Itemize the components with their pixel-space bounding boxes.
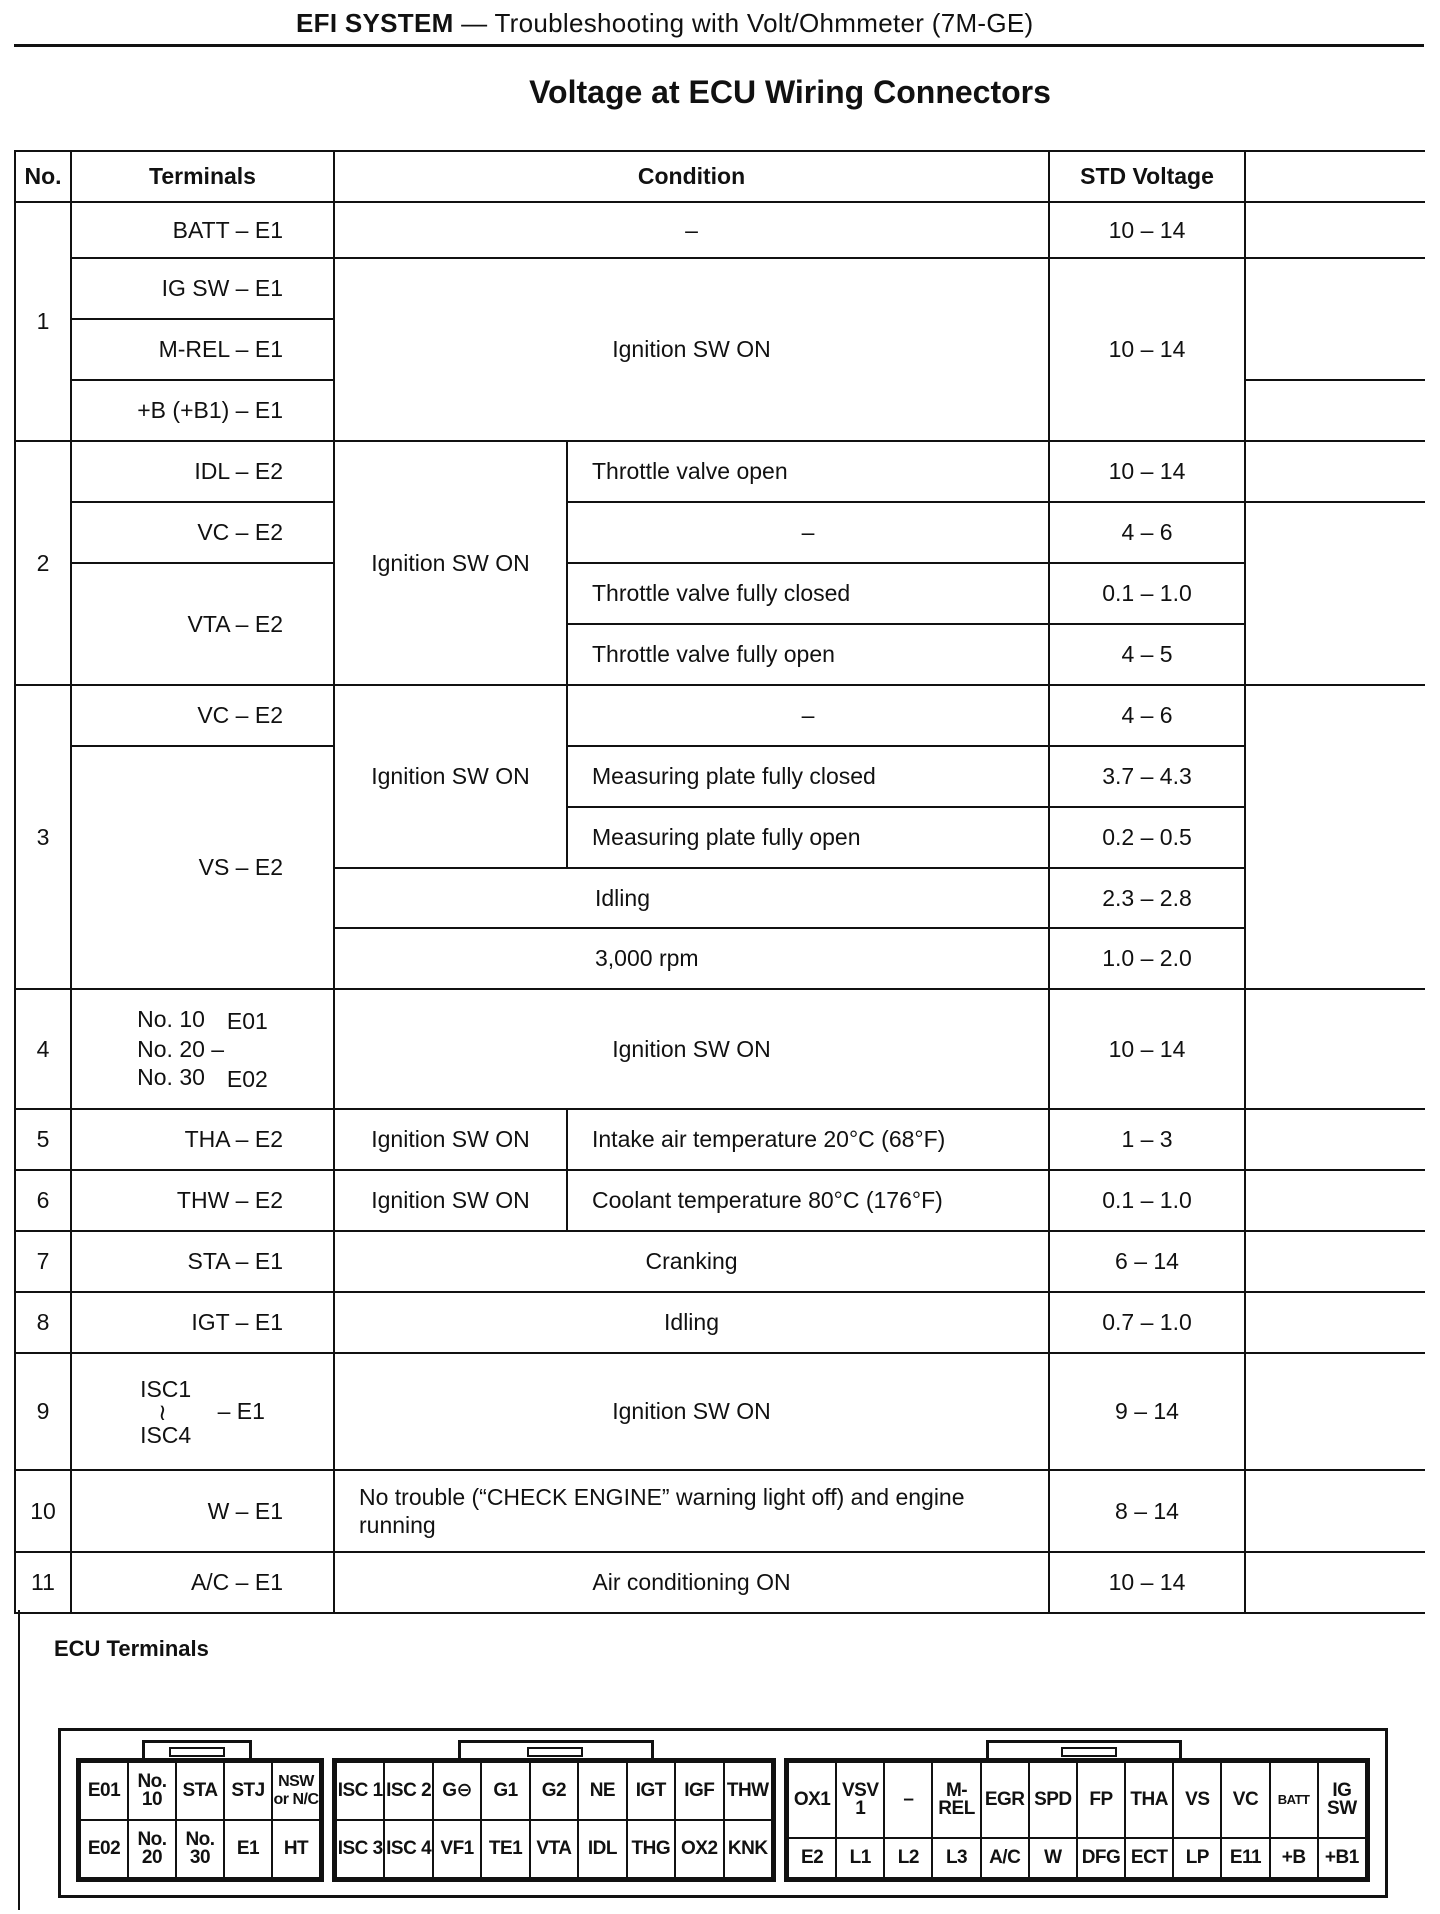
connector-right	[784, 1758, 1370, 1882]
terminal-cell: IGT – E1	[71, 1292, 334, 1353]
terminal-pin: VF1	[433, 1820, 481, 1878]
terminal-pin: E01	[80, 1762, 128, 1820]
voltage-cell: 10 – 14	[1049, 1552, 1245, 1613]
table-row	[15, 563, 1425, 624]
voltage-cell: 3.7 – 4.3	[1049, 746, 1245, 807]
terminal-cell: VS – E2	[71, 746, 334, 989]
terminal-pin: W	[1029, 1838, 1077, 1878]
terminal-e1: – E1	[217, 1398, 265, 1424]
voltage-cell: 0.7 – 1.0	[1049, 1292, 1245, 1353]
terminal-pin: SPD	[1029, 1762, 1077, 1838]
terminal-cell: IDL – E2	[71, 441, 334, 502]
condition-cell: Ignition SW ON	[334, 441, 567, 685]
condition-detail: Throttle valve fully closed	[567, 563, 1049, 624]
table-row	[15, 1170, 1425, 1231]
condition-cell: Ignition SW ON	[334, 1109, 567, 1170]
left-border-line	[18, 1610, 20, 1910]
voltage-cell: 6 – 14	[1049, 1231, 1245, 1292]
voltage-cell: 10 – 14	[1049, 202, 1245, 258]
connector-left	[76, 1758, 324, 1882]
terminal-pin: STA	[176, 1762, 224, 1820]
terminal-e01: E01	[226, 1008, 268, 1034]
voltage-cell: 4 – 6	[1049, 685, 1245, 746]
row-no: 10	[15, 1470, 71, 1552]
condition-cell: Cranking	[334, 1231, 1049, 1292]
terminal-pin: G2	[530, 1762, 578, 1820]
terminal-cell: +B (+B1) – E1	[71, 380, 334, 441]
terminal-pin: THA	[1125, 1762, 1173, 1838]
row-no: 2	[15, 441, 71, 685]
connector-key-middle	[458, 1740, 654, 1760]
terminal-pin: ISC 4	[384, 1820, 432, 1878]
terminal-pin: E2	[788, 1838, 836, 1878]
condition-detail: Measuring plate fully closed	[567, 746, 1049, 807]
terminal-pin: ISC 3	[336, 1820, 384, 1878]
table-row	[15, 202, 1425, 258]
terminal-cell: THW – E2	[71, 1170, 334, 1231]
terminal-stack	[140, 1375, 191, 1449]
terminal-cell	[71, 989, 334, 1109]
table-row	[15, 989, 1425, 1109]
terminal-pin: ECT	[1125, 1838, 1173, 1878]
terminal-pin: KNK	[724, 1820, 773, 1878]
terminal-pin: EGR	[981, 1762, 1029, 1838]
terminal-pin: OX2	[675, 1820, 723, 1878]
terminal-pin: L2	[884, 1838, 932, 1878]
terminal-cell: IG SW – E1	[71, 258, 334, 319]
terminal-pin: +B1	[1318, 1838, 1366, 1878]
terminal-pin: ISC 2	[384, 1762, 432, 1820]
col-std-voltage: STD Voltage	[1049, 151, 1245, 202]
condition-detail: –	[567, 685, 1049, 746]
terminal-pin: STJ	[224, 1762, 272, 1820]
condition-cell: Idling	[334, 868, 1049, 928]
table-row	[15, 1292, 1425, 1353]
terminal-pin: VS	[1173, 1762, 1221, 1838]
header-section: EFI SYSTEM	[296, 8, 454, 38]
condition-detail: Coolant temperature 80°C (176°F)	[567, 1170, 1049, 1231]
voltage-cell: 2.3 – 2.8	[1049, 868, 1245, 928]
table-row	[15, 258, 1425, 319]
condition-detail: Intake air temperature 20°C (68°F)	[567, 1109, 1049, 1170]
voltage-cell: 10 – 14	[1049, 258, 1245, 441]
terminal-pin: L1	[836, 1838, 884, 1878]
connector-key-right	[986, 1740, 1182, 1760]
voltage-cell: 0.2 – 0.5	[1049, 807, 1245, 868]
terminal-cell: BATT – E1	[71, 202, 334, 258]
page-header	[14, 6, 1424, 47]
connector-row-bottom	[336, 1820, 772, 1878]
condition-detail: Measuring plate fully open	[567, 807, 1049, 868]
terminal-cell	[71, 1353, 334, 1470]
table-row	[15, 1353, 1425, 1470]
terminal-pin: IG SW	[1318, 1762, 1366, 1838]
condition-cell: Ignition SW ON	[334, 1353, 1049, 1470]
terminal-pin: No. 20	[128, 1820, 176, 1878]
terminal-pin: No. 10	[128, 1762, 176, 1820]
connector-row-top	[80, 1762, 320, 1820]
col-terminals: Terminals	[71, 151, 334, 202]
terminal-no30: No. 30	[137, 1064, 205, 1090]
terminal-pin: FP	[1077, 1762, 1125, 1838]
terminal-pin: TE1	[481, 1820, 529, 1878]
terminal-pin: G⊖	[433, 1762, 481, 1820]
terminal-cell: VC – E2	[71, 685, 334, 746]
terminal-cell: STA – E1	[71, 1231, 334, 1292]
voltage-cell: 1.0 – 2.0	[1049, 928, 1245, 989]
header-text	[296, 8, 1034, 39]
terminal-pin: –	[884, 1762, 932, 1838]
connector-middle	[332, 1758, 776, 1882]
condition-cell: 3,000 rpm	[334, 928, 1049, 989]
voltage-cell: 9 – 14	[1049, 1353, 1245, 1470]
condition-cell: Ignition SW ON	[334, 258, 1049, 441]
condition-cell: Ignition SW ON	[334, 685, 567, 868]
table-row	[15, 1470, 1425, 1552]
terminal-pin: L3	[932, 1838, 980, 1878]
condition-detail: Throttle valve fully open	[567, 624, 1049, 685]
terminal-pin: THW	[724, 1762, 773, 1820]
connector-row-bottom	[80, 1820, 320, 1878]
table-row	[15, 441, 1425, 502]
terminal-pin: NSW or N/C	[272, 1762, 320, 1820]
terminal-pin: LP	[1173, 1838, 1221, 1878]
terminal-e02: E02	[226, 1065, 268, 1092]
table-row	[15, 1231, 1425, 1292]
terminal-pin: A/C	[981, 1838, 1029, 1878]
voltage-cell: 0.1 – 1.0	[1049, 563, 1245, 624]
connector-row-bottom	[788, 1838, 1366, 1878]
row-no: 7	[15, 1231, 71, 1292]
row-no: 8	[15, 1292, 71, 1353]
col-condition: Condition	[334, 151, 1049, 202]
terminal-cell: THA – E2	[71, 1109, 334, 1170]
table-row	[15, 746, 1425, 807]
terminal-pin: IGT	[627, 1762, 675, 1820]
table-header-row	[15, 151, 1425, 202]
col-no: No.	[15, 151, 71, 202]
condition-cell: Ignition SW ON	[334, 989, 1049, 1109]
condition-cell: No trouble (“CHECK ENGINE” warning light off) and engine running	[334, 1470, 1049, 1552]
terminal-pin: M-REL	[932, 1762, 980, 1838]
row-no: 6	[15, 1170, 71, 1231]
terminal-pin: THG	[627, 1820, 675, 1878]
terminal-no20: No. 20 –	[137, 1036, 225, 1062]
terminal-pin: VC	[1221, 1762, 1269, 1838]
voltage-cell: 8 – 14	[1049, 1470, 1245, 1552]
voltage-cell: 10 – 14	[1049, 441, 1245, 502]
voltage-table	[14, 150, 1425, 1614]
ecu-terminals-label: ECU Terminals	[54, 1636, 209, 1661]
connector-row-top	[788, 1762, 1366, 1838]
table-row	[15, 502, 1425, 563]
terminal-cell: VTA – E2	[71, 563, 334, 685]
voltage-cell: 10 – 14	[1049, 989, 1245, 1109]
terminal-stack	[137, 1005, 268, 1093]
row-no: 11	[15, 1552, 71, 1613]
terminal-pin: VTA	[530, 1820, 578, 1878]
terminal-pin: DFG	[1077, 1838, 1125, 1878]
terminal-pin: +B	[1270, 1838, 1318, 1878]
col-blank	[1245, 151, 1425, 202]
terminal-pin: BATT	[1270, 1762, 1318, 1838]
terminal-cell: A/C – E1	[71, 1552, 334, 1613]
voltage-cell: 1 – 3	[1049, 1109, 1245, 1170]
terminal-pin: VSV 1	[836, 1762, 884, 1838]
connector-key-left	[142, 1740, 252, 1758]
terminal-pin: IGF	[675, 1762, 723, 1820]
terminal-cell: VC – E2	[71, 502, 334, 563]
terminal-pin: NE	[578, 1762, 626, 1820]
terminal-isc1: ISC1	[140, 1375, 192, 1402]
terminal-isc4: ISC4	[140, 1421, 192, 1448]
terminal-pin: E11	[1221, 1838, 1269, 1878]
terminal-cell: M-REL – E1	[71, 319, 334, 380]
row-no: 5	[15, 1109, 71, 1170]
row-no: 3	[15, 685, 71, 989]
voltage-cell: 4 – 5	[1049, 624, 1245, 685]
terminal-pin: ISC 1	[336, 1762, 384, 1820]
page-title: Voltage at ECU Wiring Connectors	[529, 74, 1051, 110]
terminal-pin: OX1	[788, 1762, 836, 1838]
terminal-pin: G1	[481, 1762, 529, 1820]
row-no: 1	[15, 202, 71, 441]
table-row	[15, 1552, 1425, 1613]
row-no: 4	[15, 989, 71, 1109]
terminal-no10: No. 10	[137, 1006, 205, 1033]
table-row	[15, 1109, 1425, 1170]
connector-row-top	[336, 1762, 772, 1820]
terminal-pin: IDL	[578, 1820, 626, 1878]
terminal-pin: No. 30	[176, 1820, 224, 1878]
condition-cell: –	[334, 202, 1049, 258]
condition-detail: –	[567, 502, 1049, 563]
range-symbol: ≀	[158, 1398, 167, 1425]
terminal-pin: E02	[80, 1820, 128, 1878]
condition-cell: Ignition SW ON	[334, 1170, 567, 1231]
terminal-cell: W – E1	[71, 1470, 334, 1552]
row-no: 9	[15, 1353, 71, 1470]
table-row	[15, 685, 1425, 746]
condition-cell: Idling	[334, 1292, 1049, 1353]
terminal-pin: HT	[272, 1820, 320, 1878]
condition-cell: Air conditioning ON	[334, 1552, 1049, 1613]
voltage-cell: 4 – 6	[1049, 502, 1245, 563]
voltage-cell: 0.1 – 1.0	[1049, 1170, 1245, 1231]
condition-detail: Throttle valve open	[567, 441, 1049, 502]
header-subtitle: — Troubleshooting with Volt/Ohmmeter (7M-GE)	[453, 8, 1034, 38]
terminal-pin: E1	[224, 1820, 272, 1878]
